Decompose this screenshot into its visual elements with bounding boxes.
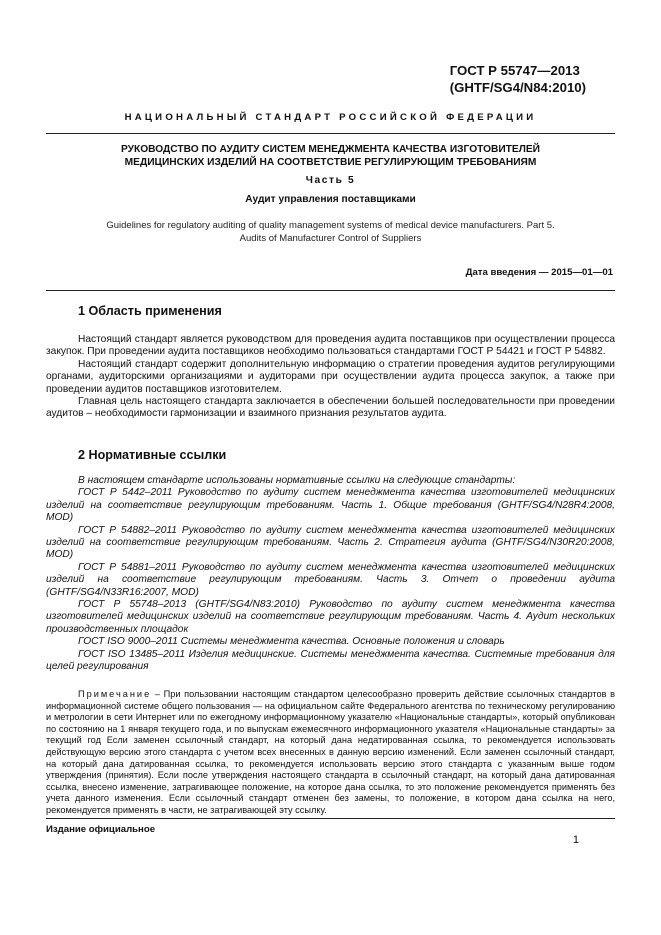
standard-code bbox=[450, 62, 586, 96]
document-title bbox=[46, 143, 615, 169]
reference-item: ГОСТ Р 55748–2013 (GHTF/SG4/N83:2010) Руководство по аудиту систем менеджмента качества изготовителей медицинских изделий на соответствие регулирующим требованиям. Часть 4. Аудит нескольких производственных площадок bbox=[46, 599, 615, 635]
standard-code-line1: ГОСТ Р 55747—2013 bbox=[449, 63, 580, 78]
english-title bbox=[60, 220, 601, 245]
paragraph: Настоящий стандарт является руководством для проведения аудита поставщиков при осуществлении процесса закупок. При проведении аудита поставщиков необходимо пользоваться стандартами ГОСТ Р 54421 и ГОСТ Р 54882. bbox=[46, 334, 615, 358]
reference-item: ГОСТ ISO 13485–2011 Изделия медицинские. Системы менеджмента качества. Системные требования для целей регулирования bbox=[46, 648, 615, 673]
section-1-body bbox=[46, 334, 615, 421]
note-label: Примечание bbox=[78, 689, 152, 699]
part-number: Часть 5 bbox=[305, 175, 356, 186]
reference-item: ГОСТ ISO 9000–2011 Системы менеджмента качества. Основные положения и словарь bbox=[78, 636, 505, 648]
national-standard-banner: НАЦИОНАЛЬНЫЙ СТАНДАРТ РОССИЙСКОЙ ФЕДЕРАЦИИ bbox=[124, 112, 537, 123]
standard-code-line2: (GHTF/SG4/N84:2010) bbox=[449, 80, 586, 95]
title-line2: МЕДИЦИНСКИХ ИЗДЕЛИЙ НА СООТВЕТСТВИЕ РЕГУЛИРУЮЩИМ ТРЕБОВАНИЯМ bbox=[124, 157, 537, 168]
header-divider bbox=[46, 133, 615, 134]
note bbox=[46, 689, 615, 817]
reference-item: ГОСТ Р 5442–2011 Руководство по аудиту систем менеджмента качества изготовителей медицинских изделий на соответствие регулирующим требованиям. Часть 1. Общие требования (GHTF/SG4/N28R4:2008, MOD) bbox=[46, 487, 615, 524]
part-subtitle: Аудит управления поставщиками bbox=[245, 194, 416, 205]
section-2-heading: 2 Нормативные ссылки bbox=[78, 448, 227, 462]
paragraph: Настоящий стандарт содержит дополнительную информацию о стратегии проведения аудитов регулирующими органами, аудиторскими организациями и аудиторами при осуществлении аудита процесса закупок, а также при проведении аудитов поставщиков изготовителем. bbox=[46, 358, 615, 395]
footer-divider bbox=[46, 818, 615, 819]
title-divider bbox=[46, 290, 615, 291]
paragraph: В настоящем стандарте использованы нормативные ссылки на следующие стандарты: bbox=[78, 475, 516, 486]
reference-item: ГОСТ Р 54882–2011 Руководство по аудиту систем менеджмента качества изготовителей медицинских изделий на соответствие регулирующим требованиям. Часть 2. Стратегия аудита (GHTF/SG4/N30R20:2008, MOD) bbox=[46, 524, 615, 561]
official-edition-label: Издание официальное bbox=[46, 824, 156, 835]
page-number: 1 bbox=[572, 834, 579, 846]
note-text: – При пользовании настоящим стандартом целесообразно проверить действие ссылочных стандартов в информационной системе общего пользования — на официальном сайте Федерального агентства по техническому регулированию и метрологии в сети Интернет или по ежегодному информационному указателю «Национальные стандарты», который опубликован по состоянию на 1 января текущего года, и по выпускам ежемесячного информационного указателя «Национальные стандарты» за текущий год Если заменен ссылочный стандарт, на который дана недатированная ссылка, то рекомендуется использовать действующую версию этого стандарта с учетом всех внесенных в данную версию изменений. Если заменен ссылочный стандарт, на который дана датированная ссылка, то рекомендуется использовать версию этого стандарта с указанным выше годом утверждения (принятия). Если после утверждения настоящего стандарта в ссылочный стандарт, на который дана датированная ссылка, внесено изменение, затрагивающее положение, на которое дана ссылка, то это положение рекомендуется применять без учета данного изменения. Если ссылочный стандарт отменен без замены, то положение, в котором дана ссылка на него, рекомендуется применять в части, не затрагивающей эту ссылку. bbox=[46, 689, 615, 815]
title-line1: РУКОВОДСТВО ПО АУДИТУ СИСТЕМ МЕНЕДЖМЕНТА КАЧЕСТВА ИЗГОТОВИТЕЛЕЙ bbox=[121, 144, 540, 155]
section-1-heading: 1 Область применения bbox=[78, 304, 222, 318]
section-2-body bbox=[46, 475, 615, 674]
english-title-line2: Audits of Manufacturer Control of Suppliers bbox=[239, 232, 422, 244]
english-title-line1: Guidelines for regulatory auditing of quality management systems of medical device manufacturers. Part 5. bbox=[106, 220, 555, 231]
paragraph: Главная цель настоящего стандарта заключается в обеспечении большей последовательности при проведении аудитов – необходимости гармонизации и взаимного признания результатов аудита. bbox=[46, 396, 615, 420]
introduction-date: Дата введения — 2015—01—01 bbox=[465, 267, 613, 278]
reference-item: ГОСТ Р 54881–2011 Руководство по аудиту систем менеджмента качества изготовителей медицинских изделий на соответствие регулирующим требованиям. Часть 3. Отчет о проведении аудита (GHTF/SG4/N33R16:2007, MOD) bbox=[46, 561, 615, 598]
